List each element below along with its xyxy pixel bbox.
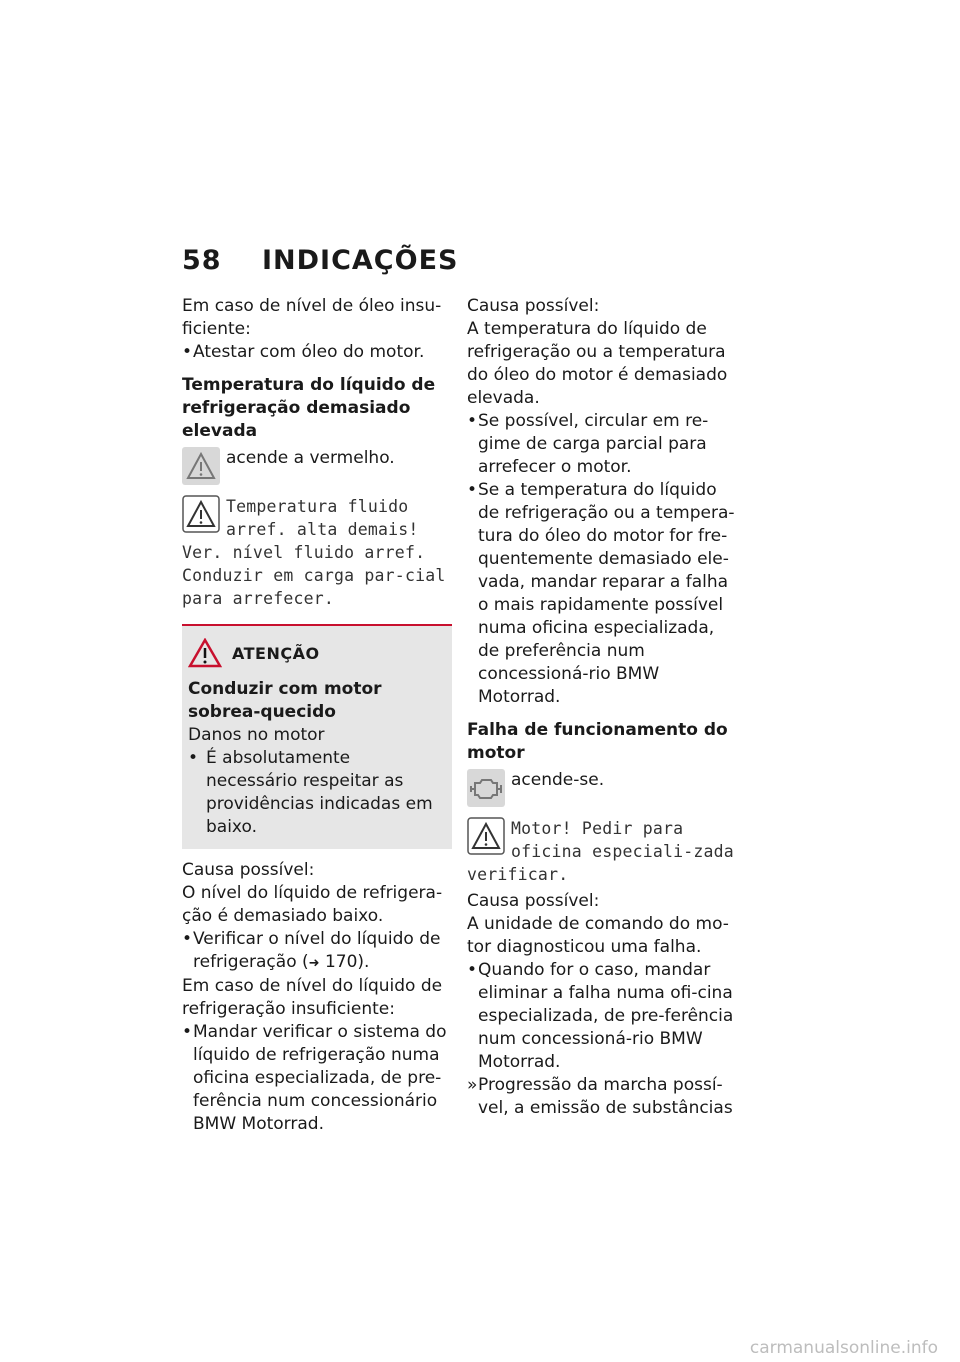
paragraph: O nível do líquido de refrigera-ção é demasiado baixo. — [182, 883, 443, 926]
watermark: carmanualsonline.info — [749, 1338, 938, 1358]
indicator-row — [467, 769, 737, 811]
engine-check-icon — [467, 769, 505, 807]
indicator-row — [182, 447, 452, 489]
warning-light-icon — [182, 447, 220, 485]
paragraph: Em caso de nível de óleo insu-ficiente: — [182, 296, 442, 339]
bullet-item: • Mandar verificar o sistema do líquido de refrigeração numa oficina especializada, de pre-ferência num concessionário BMW Motorrad. — [182, 1021, 452, 1136]
warning-header — [188, 638, 444, 668]
paragraph: A unidade de comando do mo-tor diagnosticou uma falha. — [467, 914, 729, 957]
left-column — [182, 295, 452, 1136]
warning-bullet: • É absolutamente necessário respeitar as providências indicadas em baixo. — [188, 747, 444, 839]
paragraph: Causa possível: — [467, 296, 600, 316]
display-message-text: Temperatura fluido arref. alta demais! Ver. nível fluido arref. Conduzir em carga par-cial para arrefecer. — [182, 497, 446, 608]
page-header — [182, 245, 458, 276]
warning-heading: Conduzir com motor sobrea-quecido — [188, 679, 382, 722]
display-message — [467, 817, 737, 886]
bullet-item: • Quando for o caso, mandar eliminar a falha numa ofi-cina especializada, de pre-ferência num concessioná-rio BMW Motorrad. — [467, 959, 737, 1074]
bullet-item — [182, 928, 452, 975]
indicator-text: acende a vermelho. — [226, 448, 395, 468]
bullet-item: • Se possível, circular em re-gime de carga parcial para arrefecer o motor. — [467, 410, 737, 479]
attention-triangle-icon — [188, 638, 222, 668]
result-item: » Progressão da marcha possí-vel, a emissão de substâncias — [467, 1074, 737, 1120]
warning-triangle-icon — [182, 495, 220, 533]
indicator-text: acende-se. — [511, 770, 605, 790]
warning-subtitle: Danos no motor — [188, 725, 325, 745]
page-title: INDICAÇÕES — [262, 245, 459, 276]
display-message — [182, 495, 452, 610]
right-column — [467, 295, 737, 1120]
paragraph: Causa possível: — [467, 891, 600, 911]
page-number: 58 — [182, 245, 222, 276]
page-ref: 170). — [319, 952, 370, 972]
warning-triangle-icon — [467, 817, 505, 855]
paragraph: Causa possível: — [182, 860, 315, 880]
paragraph: Em caso de nível do líquido de refrigeração insuficiente: — [182, 976, 443, 1019]
warning-box — [182, 624, 452, 849]
bullet-text: Verificar o nível do líquido de refrigeração ( — [193, 929, 441, 972]
warning-label: ATENÇÃO — [232, 643, 320, 663]
paragraph: A temperatura do líquido de refrigeração ou a temperatura do óleo do motor é demasiado elevada. — [467, 319, 728, 408]
section-heading: Falha de funcionamento do motor — [467, 720, 728, 763]
display-message-text: Motor! Pedir para oficina especiali-zada verificar. — [467, 819, 734, 884]
section-heading: Temperatura do líquido de refrigeração demasiado elevada — [182, 375, 436, 441]
page-ref-arrow-icon: ➜ — [308, 956, 320, 971]
bullet-item: • Se a temperatura do líquido de refrigeração ou a tempera-tura do óleo do motor for fre-quentemente demasiado ele-vada, mandar reparar a falha o mais rapidamente possível numa oficina especializada, de preferência num concessioná-rio BMW Motorrad. — [467, 479, 737, 709]
bullet-item: • Atestar com óleo do motor. — [182, 341, 452, 364]
